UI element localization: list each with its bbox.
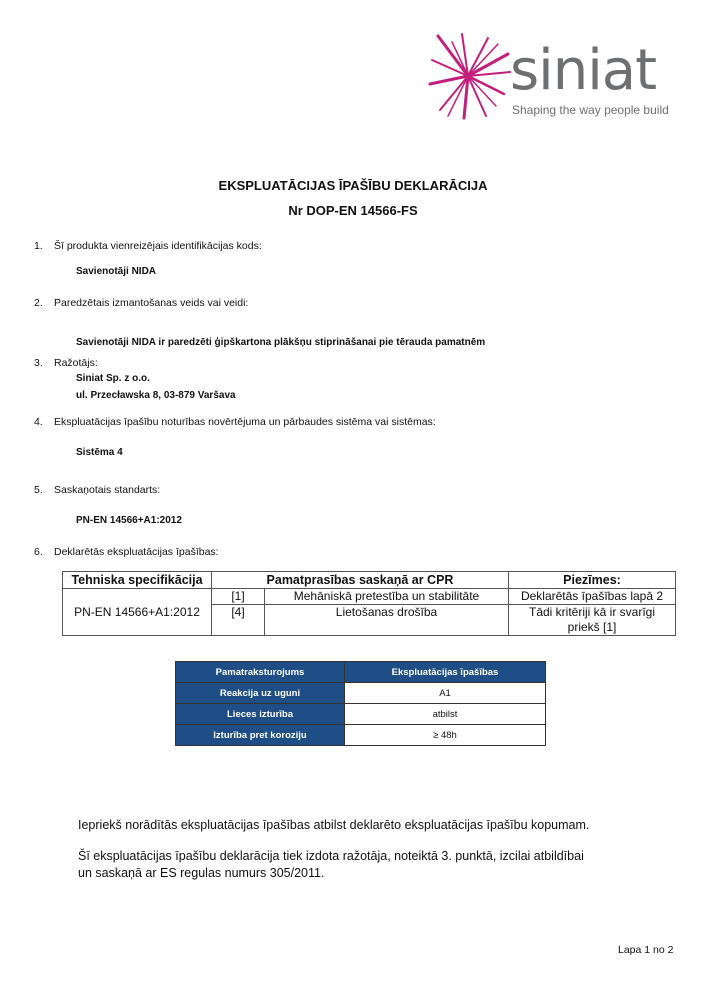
page-number: Lapa 1 no 2 <box>618 944 674 956</box>
item-number: 4. <box>34 416 43 428</box>
item-number: 1. <box>34 240 43 252</box>
item-label: Paredzētais izmantošanas veids vai veidi: <box>54 297 249 309</box>
document-number: Nr DOP-EN 14566-FS <box>288 203 418 218</box>
item-label: Saskaņotais standarts: <box>54 484 161 496</box>
item-value: Sistēma 4 <box>76 447 123 458</box>
spec-table <box>62 571 676 636</box>
perf-header-cell: Ekspluatācijas īpašības <box>345 662 546 683</box>
perf-value-cell: A1 <box>345 683 546 704</box>
item-value-address: ul. Przecławska 8, 03-879 Varšava <box>76 390 236 401</box>
item-value: PN-EN 14566+A1:2012 <box>76 515 182 526</box>
item-label: Šī produkta vienreizējais identifikācijas kods: <box>54 240 262 252</box>
spec-requirement-cell: Lietošanas drošība <box>265 605 509 636</box>
spec-requirement-cell: Mehāniskā pretestība un stabilitāte <box>265 589 509 605</box>
item-number: 2. <box>34 297 43 309</box>
spec-note-cell: Tādi kritēriji kā ir svarīgi priekš [1] <box>509 605 676 636</box>
perf-label-cell: Reakcija uz uguni <box>176 683 345 704</box>
item-value: Savienotāji NIDA <box>76 266 157 277</box>
spec-standard-cell: PN-EN 14566+A1:2012 <box>63 589 212 636</box>
spec-table-header <box>63 572 676 589</box>
table-row <box>176 683 546 704</box>
item-number: 6. <box>34 546 43 558</box>
logo-tagline: Shaping the way people build <box>512 103 669 117</box>
item-number: 5. <box>34 484 43 496</box>
closing-statement: un saskaņā ar ES regulas numurs 305/2011. <box>78 866 325 880</box>
spec-note-cell: Deklarētās īpašības lapā 2 <box>509 589 676 605</box>
item-value: Savienotāji NIDA ir paredzēti ģipškartona plākšņu stiprināšanai pie tērauda pamatnēm <box>76 337 486 348</box>
perf-value-cell: atbilst <box>345 704 546 725</box>
perf-label-cell: Izturība pret koroziju <box>176 725 345 746</box>
closing-statement: Šī ekspluatācijas īpašību deklarācija tiek izdota ražotāja, noteiktā 3. punktā, izcilai atbildībai <box>78 849 584 863</box>
document-title: EKSPLUATĀCIJAS ĪPAŠĪBU DEKLARĀCIJA <box>218 178 488 193</box>
perf-label-cell: Lieces izturība <box>176 704 345 725</box>
closing-statement: Iepriekš norādītās ekspluatācijas īpašības atbilst deklarēto ekspluatācijas īpašību kopumam. <box>78 818 590 832</box>
spec-ref-cell: [1] <box>212 589 265 605</box>
item-number: 3. <box>34 357 43 369</box>
spec-header-cell: Tehniska specifikācija <box>63 572 212 589</box>
perf-value-cell: ≥ 48h <box>345 725 546 746</box>
spec-header-cell: Pamatprasības saskaņā ar CPR <box>212 572 509 589</box>
performance-table-header <box>176 662 546 683</box>
item-label: Ekspluatācijas īpašību noturības novērtējuma un pārbaudes sistēma vai sistēmas: <box>54 416 436 428</box>
item-label: Ražotājs: <box>54 357 98 369</box>
table-row <box>176 725 546 746</box>
logo-wordmark: siniat <box>510 38 657 103</box>
siniat-logo <box>428 30 678 125</box>
spec-header-cell: Piezīmes: <box>509 572 676 589</box>
table-row <box>63 589 676 605</box>
item-label: Deklarētās ekspluatācijas īpašības: <box>54 546 219 558</box>
spec-ref-cell: [4] <box>212 605 265 636</box>
table-row <box>176 704 546 725</box>
performance-table <box>175 661 546 746</box>
item-value: Siniat Sp. z o.o. <box>76 373 150 384</box>
perf-header-cell: Pamatraksturojums <box>176 662 345 683</box>
siniat-star-icon <box>428 32 512 120</box>
